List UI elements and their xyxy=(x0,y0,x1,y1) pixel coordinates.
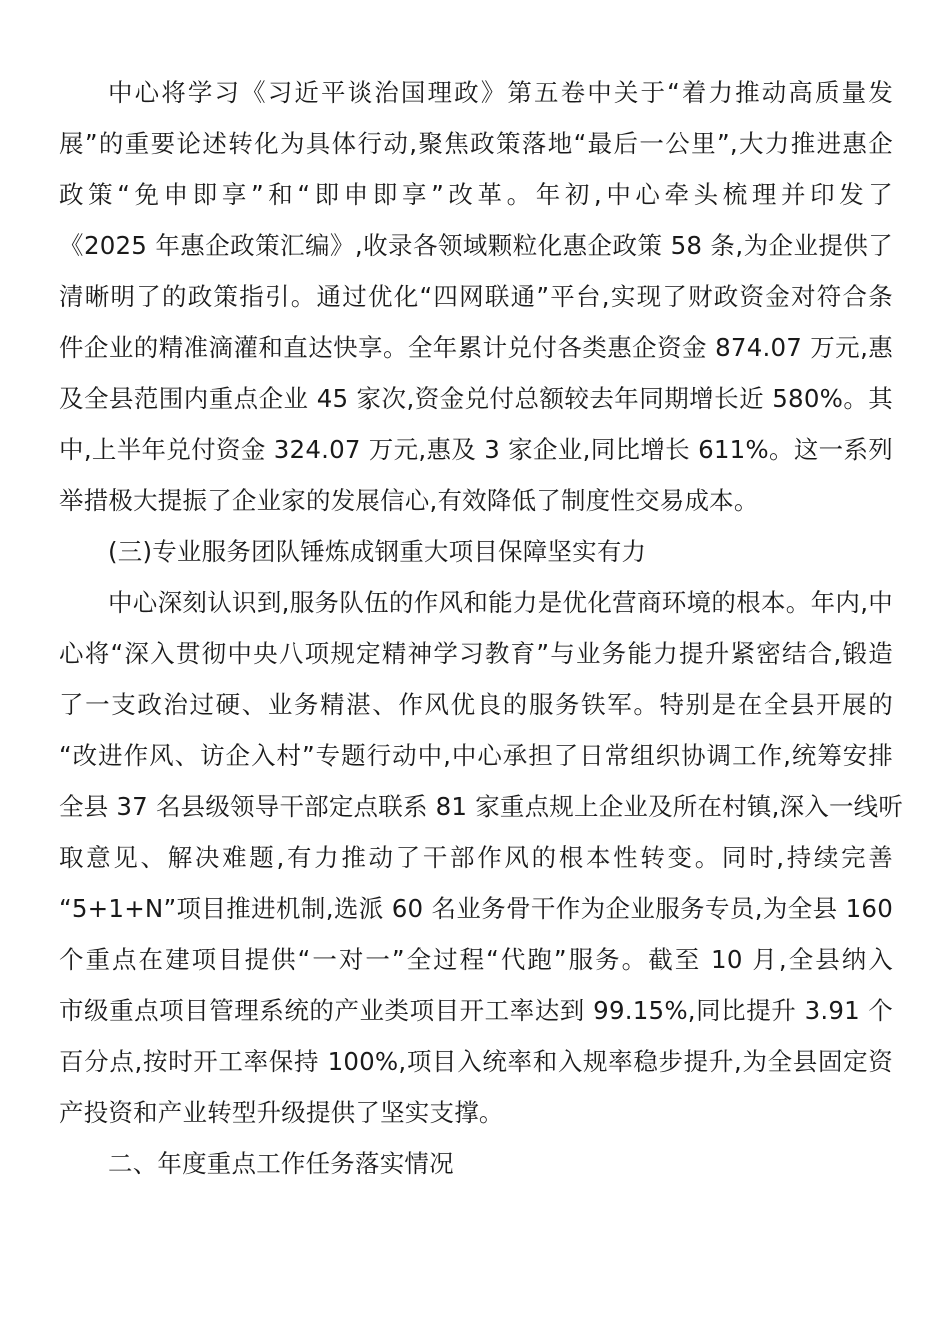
section-heading-2: 二、年度重点工作任务落实情况 xyxy=(108,1149,454,1178)
paragraph-1-line-1: 中心将学习《习近平谈治国理政》第五卷中关于“着力推动高质量发 xyxy=(108,78,893,107)
paragraph-1-line-9: 举措极大提振了企业家的发展信心,有效降低了制度性交易成本。 xyxy=(59,486,759,515)
paragraph-1-line-3: 政策“免申即享”和“即申即享”改革。年初,中心牵头梳理并印发了 xyxy=(59,180,893,209)
paragraph-2-line-6: 取意见、解决难题,有力推动了干部作风的根本性转变。同时,持续完善 xyxy=(59,843,893,872)
paragraph-2-line-7: “5+1+N”项目推进机制,选派 60 名业务骨干作为企业服务专员,为全县 160 xyxy=(59,894,893,923)
paragraph-2-line-10: 百分点,按时开工率保持 100%,项目入统率和入规率稳步提升,为全县固定资 xyxy=(59,1047,893,1076)
section-heading-3: (三)专业服务团队锤炼成钢重大项目保障坚实有力 xyxy=(108,537,647,566)
paragraph-2-line-8: 个重点在建项目提供“一对一”全过程“代跑”服务。截至 10 月,全县纳入 xyxy=(59,945,893,974)
paragraph-2-line-5: 全县 37 名县级领导干部定点联系 81 家重点规上企业及所在村镇,深入一线听 xyxy=(59,792,904,821)
paragraph-1-line-7: 及全县范围内重点企业 45 家次,资金兑付总额较去年同期增长近 580%。其 xyxy=(59,384,893,413)
paragraph-2-line-11: 产投资和产业转型升级提供了坚实支撑。 xyxy=(59,1098,504,1127)
paragraph-1-line-6: 件企业的精准滴灌和直达快享。全年累计兑付各类惠企资金 874.07 万元,惠 xyxy=(59,333,893,362)
paragraph-2-line-9: 市级重点项目管理系统的产业类项目开工率达到 99.15%,同比提升 3.91 个 xyxy=(59,996,893,1025)
paragraph-1-line-2: 展”的重要论述转化为具体行动,聚焦政策落地“最后一公里”,大力推进惠企 xyxy=(59,129,893,158)
paragraph-2-line-1: 中心深刻认识到,服务队伍的作风和能力是优化营商环境的根本。年内,中 xyxy=(108,588,893,617)
paragraph-2-line-3: 了一支政治过硬、业务精湛、作风优良的服务铁军。特别是在全县开展的 xyxy=(59,690,893,719)
paragraph-2-line-4: “改进作风、访企入村”专题行动中,中心承担了日常组织协调工作,统筹安排 xyxy=(59,741,893,770)
paragraph-2-line-2: 心将“深入贯彻中央八项规定精神学习教育”与业务能力提升紧密结合,锻造 xyxy=(59,639,893,668)
paragraph-1-line-5: 清晰明了的政策指引。通过优化“四网联通”平台,实现了财政资金对符合条 xyxy=(59,282,893,311)
paragraph-1-line-8: 中,上半年兑付资金 324.07 万元,惠及 3 家企业,同比增长 611%。这一系列 xyxy=(59,435,893,464)
paragraph-1-line-4: 《2025 年惠企政策汇编》,收录各领域颗粒化惠企政策 58 条,为企业提供了 xyxy=(59,231,893,260)
